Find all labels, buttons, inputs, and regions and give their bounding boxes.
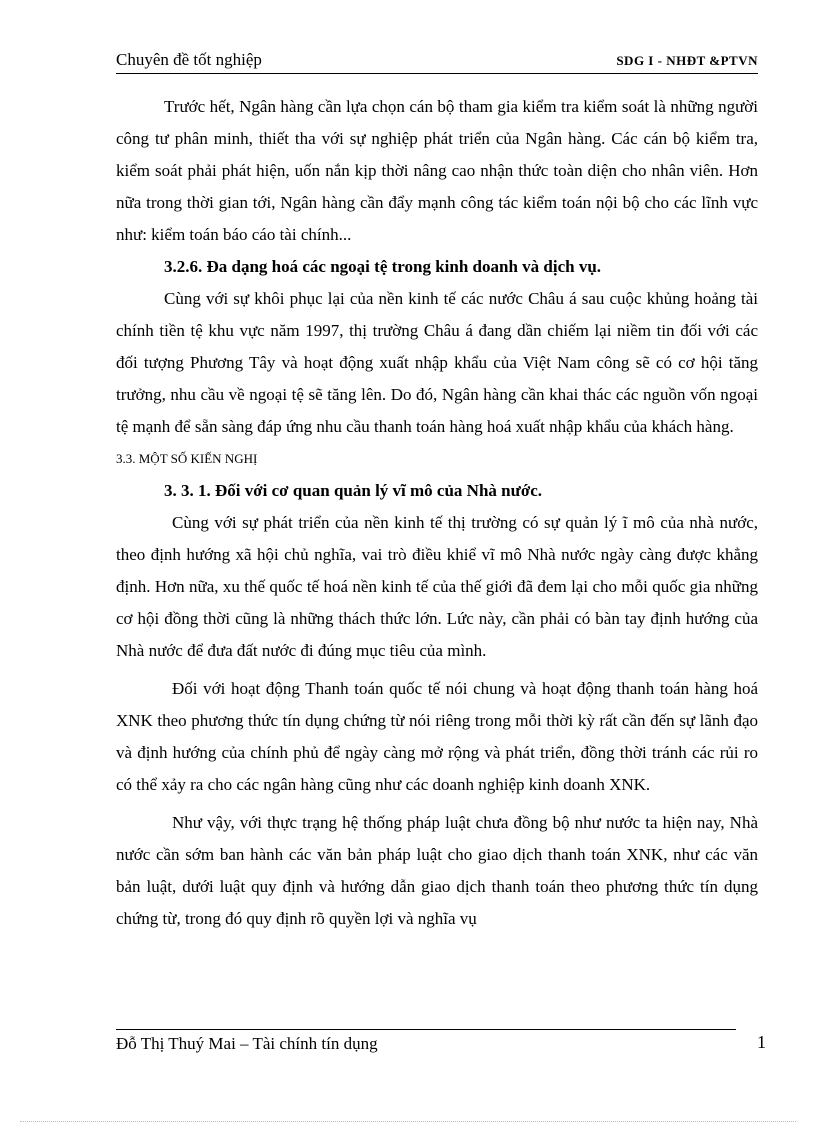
footer-author: Đỗ Thị Thuý Mai – Tài chính tín dụng: [116, 1034, 378, 1053]
paragraph-legal-system: Như vậy, với thực trạng hệ thống pháp luật chưa đồng bộ như nước ta hiện nay, Nhà nước cần sớm ban hành các văn bản pháp luật cho giao dịch thanh toán XNK, như các văn bản luật, dưới luật quy định và hướng dẫn giao dịch thanh toán theo phương thức tín dụng chứng từ, trong đó quy định rõ quyền lợi và nghĩa vụ: [116, 813, 758, 928]
footer-divider: [116, 1029, 736, 1030]
paragraph-macro-management: Cùng với sự phát triển của nền kinh tế thị trường có sự quản lý ĩ mô của nhà nước, theo định hướng xã hội chủ nghĩa, vai trò điều khiể vĩ mô Nhà nước ngày càng được khẳng định. Hơn nữa, xu thế quốc tế hoá nền kinh tế của thế giới đã đem lại cho mỗi quốc gia những cơ hội đồng thời cũng là những thách thức lớn. Lức này, cần phải có bàn tay định hướng của Nhà nước để đưa đất nước đi đúng mục tiêu của mình.: [116, 513, 758, 660]
heading-3-3: 3.3. MỘT SỐ KIẾN NGHỊ: [116, 451, 258, 466]
page-bottom-divider: [20, 1121, 796, 1122]
paragraph-inspection: Trước hết, Ngân hàng cần lựa chọn cán bộ tham gia kiểm tra kiểm soát là những người công tư phân minh, thiết tha với sự nghiệp phát triển của Ngân hàng. Các cán bộ kiểm tra, kiểm soát phải phát hiện, uốn nắn kịp thời nâng cao nhận thức toàn diện cho nhân viên. Hơn nữa trong thời gian tới, Ngân hàng cần đẩy mạnh công tác kiểm toán nội bộ cho các lĩnh vực như: kiểm toán báo cáo tài chính...: [116, 97, 758, 244]
paragraph-currency: Cùng với sự khôi phục lại của nền kinh tế các nước Châu á sau cuộc khủng hoảng tài chính tiền tệ khu vực năm 1997, thị trường Châu á đang dần chiếm lại niềm tin đối với các đối tượng Phương Tây và hoạt động xuất nhập khẩu của Việt Nam công sẽ có cơ hội tăng trưởng, nhu cầu về ngoại tệ sẽ tăng lên. Do đó, Ngân hàng cần khai thác các nguồn vốn ngoại tệ mạnh để sẵn sàng đáp ứng nhu cầu thanh toán hàng hoá xuất nhập khẩu của khách hàng.: [116, 289, 758, 436]
paragraph-international-payment: Đối với hoạt động Thanh toán quốc tế nói chung và hoạt động thanh toán hàng hoá XNK theo phương thức tín dụng chứng từ nói riêng trong mỗi thời kỳ rất cần đến sự lãnh đạo và định hướng của chính phủ để ngày càng mở rộng và phát triển, đồng thời tránh các rủi ro có thể xảy ra cho các ngân hàng cũng như các doanh nghiệp kinh doanh XNK.: [116, 679, 758, 794]
page-header: [116, 49, 758, 74]
document-body: [116, 91, 758, 935]
heading-3-3-1: 3. 3. 1. Đối với cơ quan quản lý vĩ mô của Nhà nước.: [164, 481, 543, 500]
document-code: SDG I - NHĐT &PTVN: [616, 53, 758, 68]
document-title: Chuyên đề tốt nghiệp: [116, 50, 262, 69]
heading-3-2-6: 3.2.6. Đa dạng hoá các ngoại tệ trong kinh doanh và dịch vụ.: [164, 257, 602, 276]
page-number: 1: [757, 1032, 766, 1052]
